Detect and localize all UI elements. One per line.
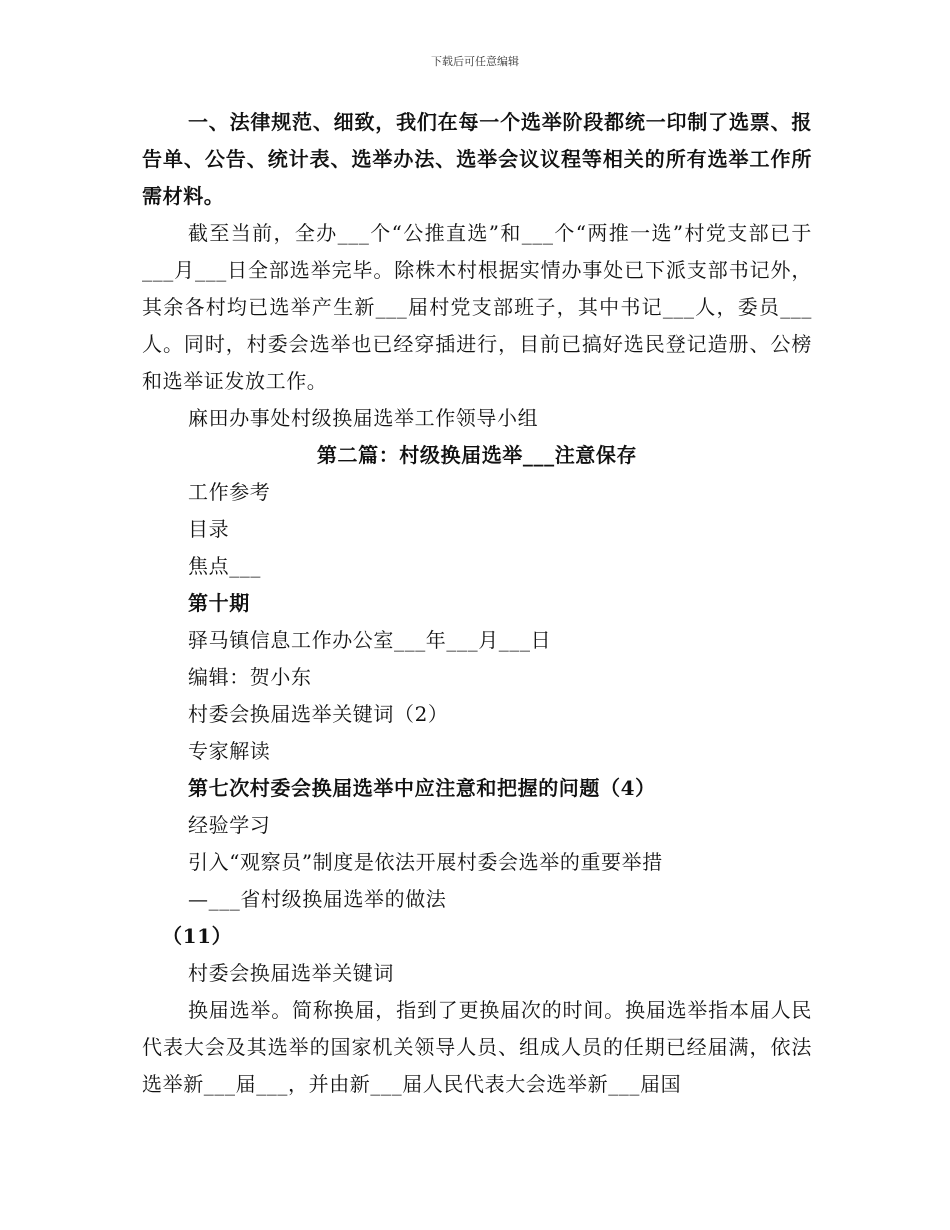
line-expert-reading: 专家解读: [188, 739, 271, 763]
line-focus: 焦点___: [188, 554, 261, 578]
page-header-note: 下载后可任意编辑: [431, 55, 519, 68]
line-keywords: 村委会换届选举关键词: [188, 961, 394, 985]
line-keywords-2: 村委会换届选举关键词（2）: [188, 702, 449, 726]
line-office-date: 驿马镇信息工作办公室___年___月___日: [188, 628, 552, 652]
paragraph-legal-standards: 一、法律规范、细致，我们在每一个选举阶段都统一印制了选票、报告单、公告、统计表、选举办法、选举会议议程等相关的所有选举工作所需材料。: [142, 110, 812, 208]
line-contents: 目录: [188, 517, 230, 541]
paragraph-election-status: 截至当前，全办___个“公推直选”和___个“两推一选”村党支部已于___月___日全部选举完毕。除株木村根据实情办事处已下派支部书记外，其余各村均已选举产生新___届村党支部班子，其中书记___人，委员___人。同时，村委会选举也已经穿插进行，目前已搞好选民登记造册、公榜和选举证发放工作。: [142, 221, 812, 393]
line-experience-learning: 经验学习: [188, 813, 271, 837]
line-province-practice: —___省村级换届选举的做法: [188, 887, 447, 911]
paragraph-signature: 麻田办事处村级换届选举工作领导小组: [188, 406, 539, 430]
section-title: 第二篇：村级换届选举___注意保存: [316, 443, 638, 467]
paragraph-election-definition: 换届选举。简称换届，指到了更换届次的时间。换届选举指本届人民代表大会及其选举的国家机关领导人员、组成人员的任期已经届满，依法选举新___届___，并由新___届人民代表大会选举新___届国: [142, 998, 812, 1096]
line-page-eleven: （11）: [162, 924, 233, 948]
line-issue-number: 第十期: [188, 591, 250, 615]
line-editor: 编辑：贺小东: [188, 665, 312, 689]
document-body: [142, 104, 812, 1103]
line-seventh-election-issues: 第七次村委会换届选举中应注意和把握的问题（4）: [188, 776, 656, 800]
line-observer-system: 引入“观察员”制度是依法开展村委会选举的重要举措: [188, 850, 663, 874]
line-work-reference: 工作参考: [188, 480, 271, 504]
